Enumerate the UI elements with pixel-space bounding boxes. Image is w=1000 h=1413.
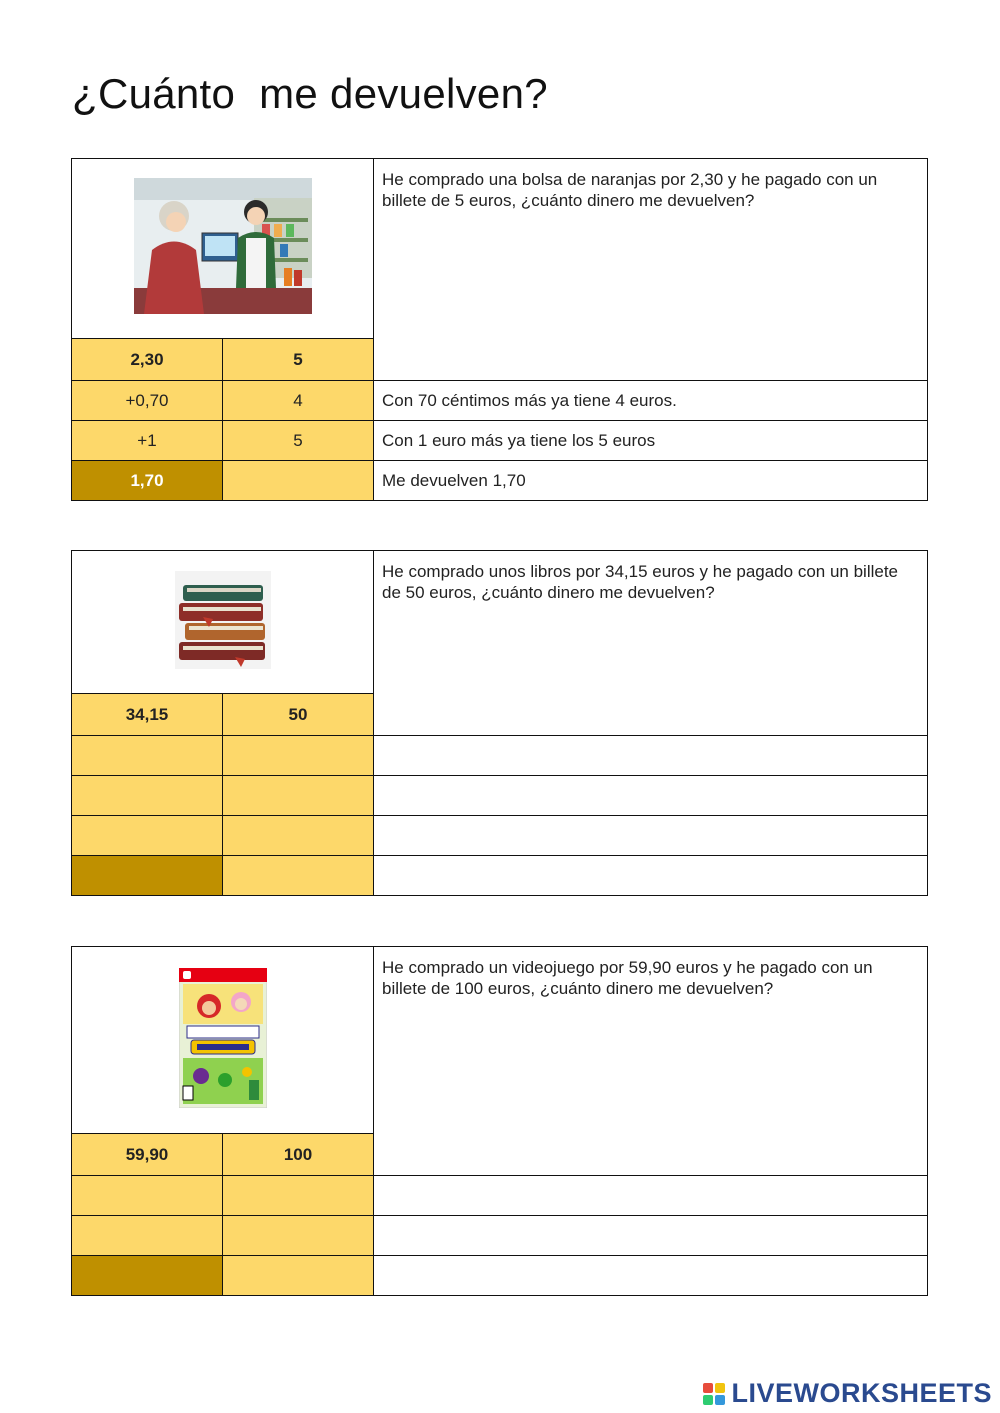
exercise-1-result-note: Me devuelven 1,70: [374, 461, 928, 501]
exercise-2-step-3-add-input[interactable]: [72, 816, 223, 856]
exercise-2: [71, 550, 927, 896]
page-title: ¿Cuánto me devuelven?: [72, 70, 548, 117]
cashier-illustration: [134, 178, 312, 319]
exercise-1-step-1-note: Con 70 céntimos más ya tiene 4 euros.: [374, 381, 928, 421]
exercise-2-step-3-note-input[interactable]: [374, 816, 928, 856]
exercise-3: [71, 946, 927, 1296]
exercise-1: [71, 158, 927, 501]
books-illustration: [175, 571, 271, 674]
exercise-1-step-2-add: +1: [72, 421, 223, 461]
exercise-2-step-2-note-input[interactable]: [374, 776, 928, 816]
exercise-1-step-2-note: Con 1 euro más ya tiene los 5 euros: [374, 421, 928, 461]
exercise-1-question: He comprado una bolsa de naranjas por 2,30 y he pagado con un billete de 5 euros, ¿cuánto dinero me devuelven?: [374, 159, 928, 381]
exercise-1-result-value: 1,70: [72, 461, 223, 501]
exercise-2-image-cell: [72, 551, 374, 694]
liveworksheets-logo-icon: [703, 1383, 725, 1405]
exercise-1-image-cell: [72, 159, 374, 339]
exercise-3-result-total-input[interactable]: [223, 1256, 374, 1296]
exercise-1-result-total: [223, 461, 374, 501]
exercise-2-result-total-input[interactable]: [223, 856, 374, 896]
exercise-3-step-2-note-input[interactable]: [374, 1216, 928, 1256]
exercise-2-result-value-input[interactable]: [72, 856, 223, 896]
exercise-3-result-note-input[interactable]: [374, 1256, 928, 1296]
exercise-1-step-2-total: 5: [223, 421, 374, 461]
exercise-2-step-1-total-input[interactable]: [223, 736, 374, 776]
exercise-3-step-2-add-input[interactable]: [72, 1216, 223, 1256]
liveworksheets-brand-text: LIVEWORKSHEETS: [731, 1378, 992, 1408]
exercise-3-price: 59,90: [72, 1134, 223, 1176]
exercise-2-step-3-total-input[interactable]: [223, 816, 374, 856]
exercise-3-question: He comprado un videojuego por 59,90 euros y he pagado con un billete de 100 euros, ¿cuánto dinero me devuelven?: [374, 947, 928, 1176]
exercise-2-price: 34,15: [72, 694, 223, 736]
exercise-2-question: He comprado unos libros por 34,15 euros y he pagado con un billete de 50 euros, ¿cuánto dinero me devuelven?: [374, 551, 928, 736]
videogame-cover: [179, 968, 267, 1113]
exercise-3-step-1-note-input[interactable]: [374, 1176, 928, 1216]
exercise-3-step-1-total-input[interactable]: [223, 1176, 374, 1216]
exercise-1-paid: 5: [223, 339, 374, 381]
exercise-3-step-2-total-input[interactable]: [223, 1216, 374, 1256]
exercise-1-price: 2,30: [72, 339, 223, 381]
exercise-3-image-cell: [72, 947, 374, 1134]
exercise-3-result-value-input[interactable]: [72, 1256, 223, 1296]
exercise-1-step-1-add: +0,70: [72, 381, 223, 421]
exercise-2-step-1-note-input[interactable]: [374, 736, 928, 776]
exercise-1-step-1-total: 4: [223, 381, 374, 421]
exercise-2-step-2-add-input[interactable]: [72, 776, 223, 816]
exercise-3-paid: 100: [223, 1134, 374, 1176]
liveworksheets-logo: [703, 1378, 992, 1409]
exercise-2-step-2-total-input[interactable]: [223, 776, 374, 816]
exercise-2-result-note-input[interactable]: [374, 856, 928, 896]
exercise-3-step-1-add-input[interactable]: [72, 1176, 223, 1216]
exercise-2-paid: 50: [223, 694, 374, 736]
exercise-2-step-1-add-input[interactable]: [72, 736, 223, 776]
